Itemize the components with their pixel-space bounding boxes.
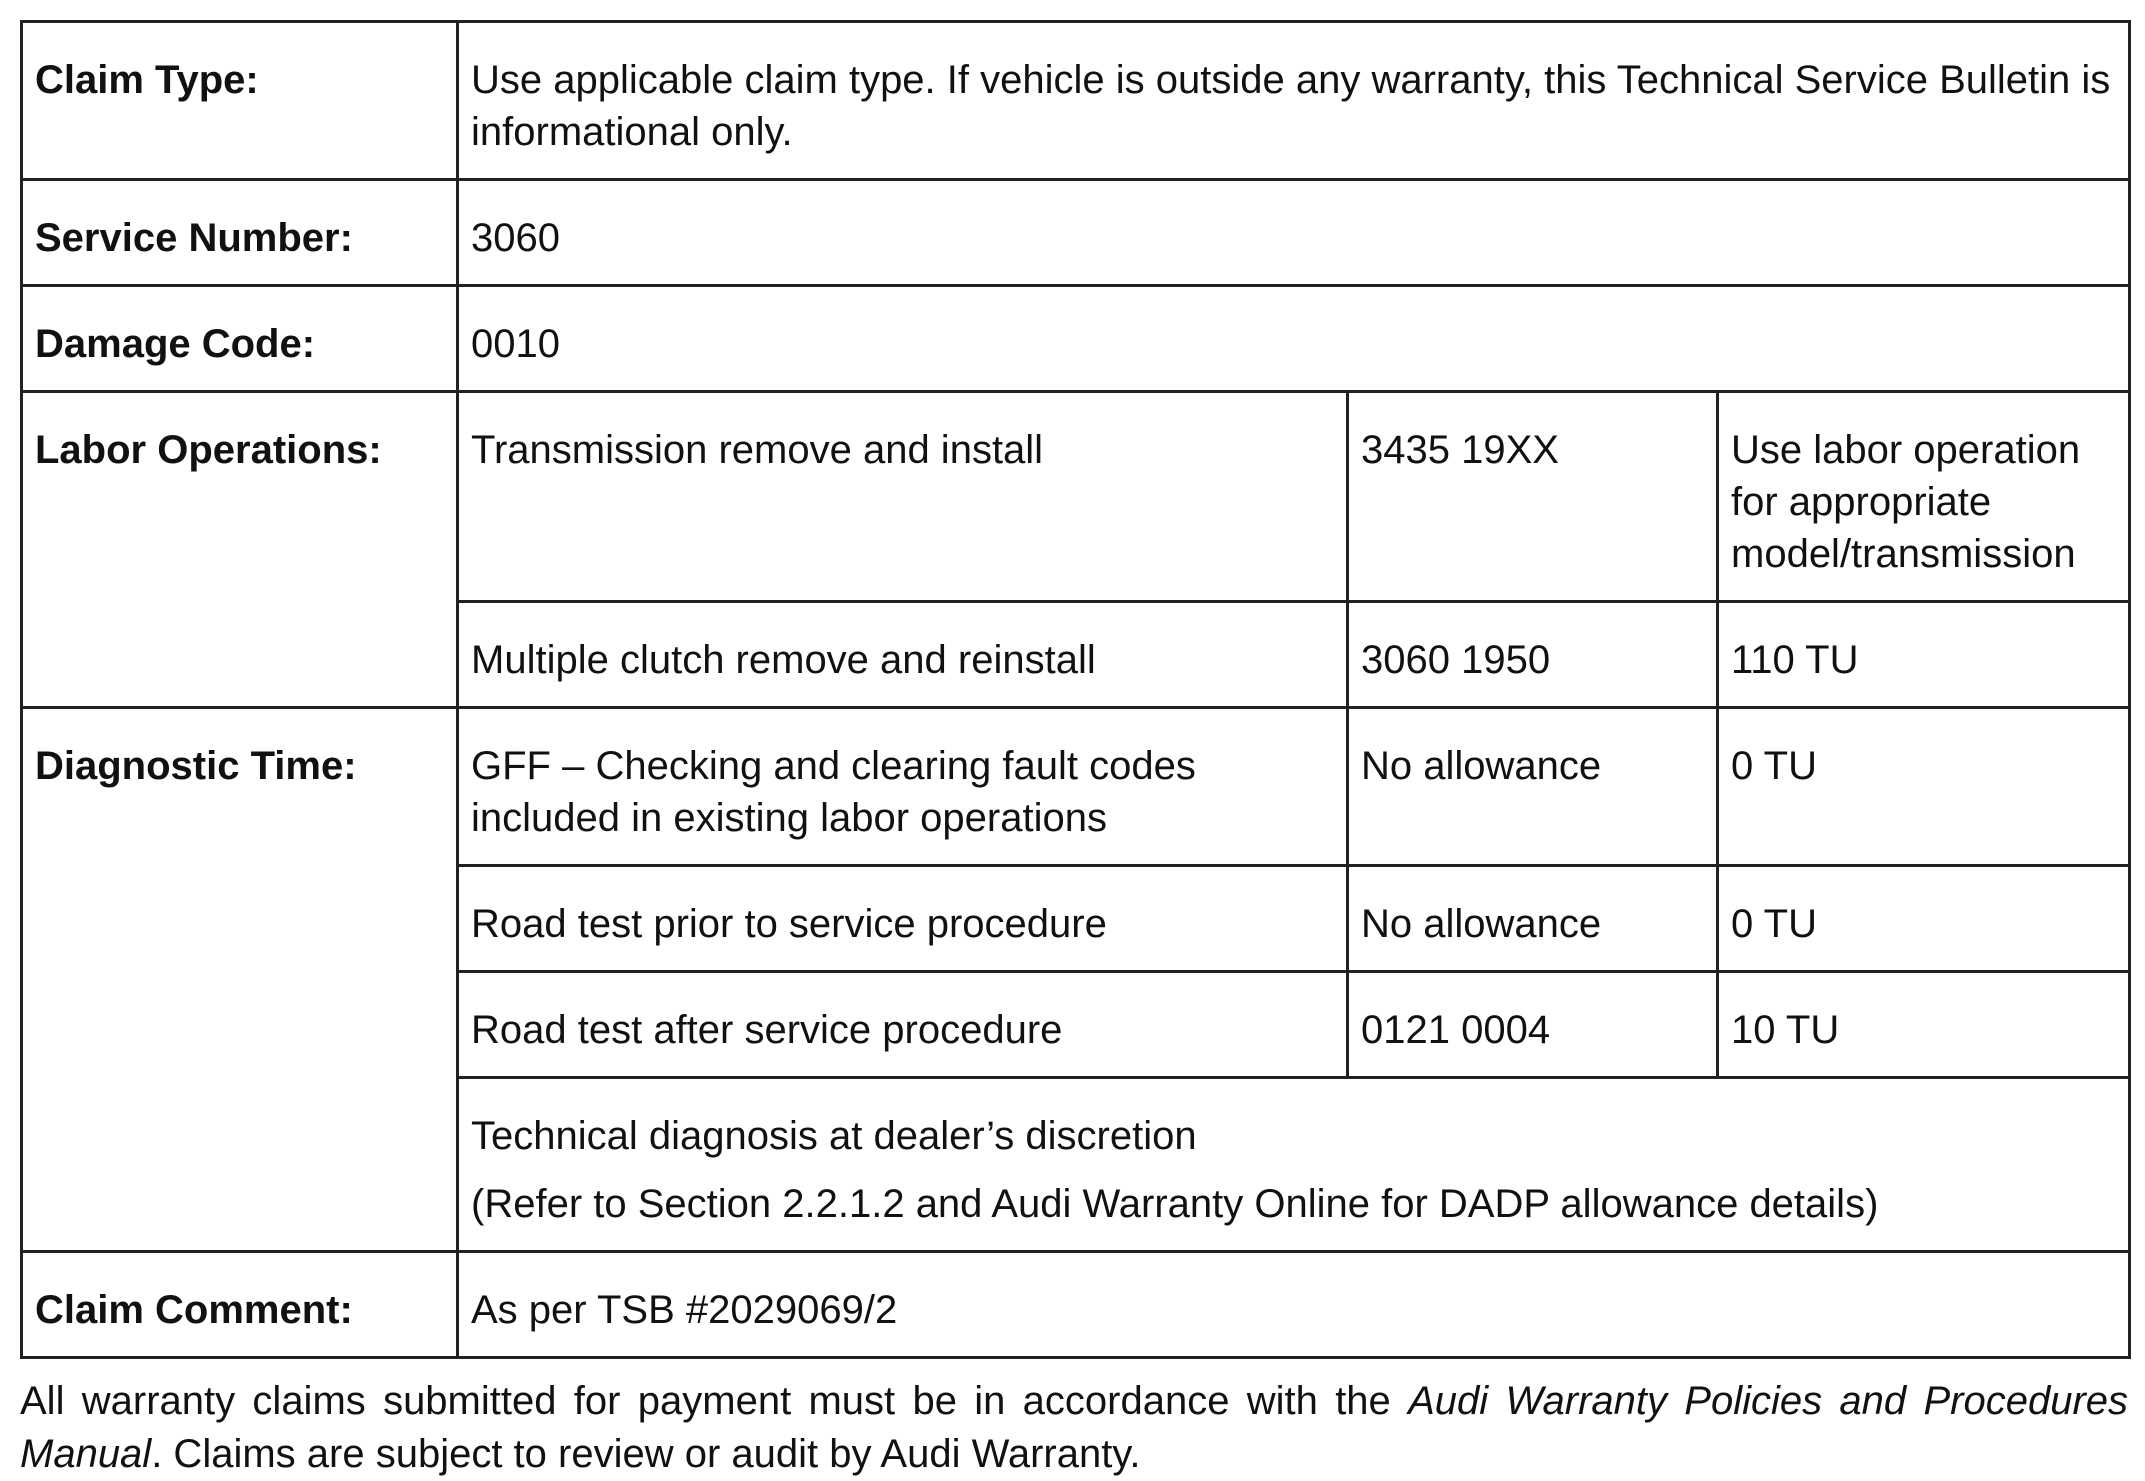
diagnostic-time-value: 0 TU xyxy=(1718,866,2130,972)
claim-type-value: Use applicable claim type. If vehicle is outside any warranty, this Technical Service Bulletin is informational only. xyxy=(458,22,2130,180)
labor-operation-time: 110 TU xyxy=(1718,602,2130,708)
warranty-claim-document xyxy=(20,20,2128,1481)
warranty-footer-note xyxy=(20,1375,2128,1481)
labor-operation-time: Use labor operation for appropriate model/transmission xyxy=(1718,392,2130,602)
service-number-value: 3060 xyxy=(458,180,2130,286)
diagnostic-time-value: 10 TU xyxy=(1718,972,2130,1078)
labor-operations-label: Labor Operations: xyxy=(22,392,458,708)
footer-text-after: . Claims are subject to review or audit by Audi Warranty. xyxy=(151,1432,1141,1476)
damage-code-value: 0010 xyxy=(458,286,2130,392)
labor-operation-description: Multiple clutch remove and reinstall xyxy=(458,602,1348,708)
diagnostic-time-label: Diagnostic Time: xyxy=(22,708,458,1252)
warranty-claim-table xyxy=(20,20,2131,1359)
diagnostic-description: Road test prior to service procedure xyxy=(458,866,1348,972)
diagnostic-note-line2: (Refer to Section 2.2.1.2 and Audi Warranty Online for DADP allowance details) xyxy=(471,1182,1879,1226)
diagnostic-code: 0121 0004 xyxy=(1348,972,1718,1078)
diagnostic-note xyxy=(458,1078,2130,1252)
diagnostic-time-value: 0 TU xyxy=(1718,708,2130,866)
labor-operation-row xyxy=(22,392,2130,602)
damage-code-row xyxy=(22,286,2130,392)
labor-operation-description: Transmission remove and install xyxy=(458,392,1348,602)
diagnostic-description: Road test after service procedure xyxy=(458,972,1348,1078)
diagnostic-code: No allowance xyxy=(1348,708,1718,866)
damage-code-label: Damage Code: xyxy=(22,286,458,392)
claim-type-row xyxy=(22,22,2130,180)
labor-operation-code: 3060 1950 xyxy=(1348,602,1718,708)
claim-comment-row xyxy=(22,1252,2130,1358)
footer-manual-title: Audi Warranty Policies and Procedures Manual xyxy=(20,1379,2129,1476)
diagnostic-code: No allowance xyxy=(1348,866,1718,972)
diagnostic-note-line1: Technical diagnosis at dealer’s discretion xyxy=(471,1114,1197,1158)
labor-operation-code: 3435 19XX xyxy=(1348,392,1718,602)
service-number-row xyxy=(22,180,2130,286)
claim-comment-label: Claim Comment: xyxy=(22,1252,458,1358)
claim-type-label: Claim Type: xyxy=(22,22,458,180)
service-number-label: Service Number: xyxy=(22,180,458,286)
claim-comment-value: As per TSB #2029069/2 xyxy=(458,1252,2130,1358)
diagnostic-time-row xyxy=(22,708,2130,866)
diagnostic-description: GFF – Checking and clearing fault codes included in existing labor operations xyxy=(458,708,1348,866)
footer-text-before: All warranty claims submitted for payment must be in accordance with the xyxy=(20,1379,1409,1423)
